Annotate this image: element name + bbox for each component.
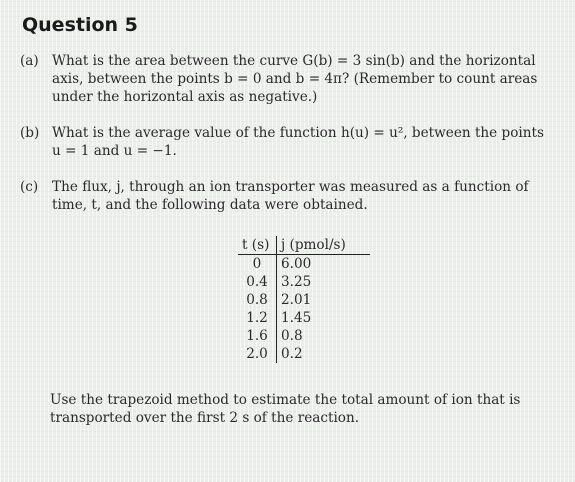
- flux-table-grid: [238, 236, 370, 363]
- table-cell-flux: 0.2: [281, 346, 303, 362]
- part-a-text-1: What is the area between the curve G(b) = 3 sin(b) and the horizontal: [52, 53, 536, 69]
- table-cell-flux: 6.00: [281, 256, 312, 272]
- part-b-line-1: [20, 124, 544, 142]
- part-b: [20, 124, 544, 160]
- table-cell-flux: 0.8: [281, 328, 303, 344]
- table-cell-flux: 2.01: [281, 292, 312, 308]
- part-c: [20, 178, 529, 214]
- flux-data-table: [238, 236, 370, 363]
- part-a: [20, 52, 537, 106]
- part-a-line-2: axis, between the points b = 0 and b = 4π? (Remember to count areas: [52, 71, 538, 87]
- table-cell-time: 1.2: [238, 309, 277, 327]
- table-cell-time: 0.4: [238, 273, 277, 291]
- part-a-tag: (a): [20, 53, 39, 69]
- part-b-line-2: u = 1 and u = −1.: [52, 143, 177, 159]
- table-cell-time: 0.8: [238, 291, 277, 309]
- table-cell-time: 1.6: [238, 327, 277, 345]
- part-a-line-3: under the horizontal axis as negative.): [52, 89, 318, 105]
- table-cell-flux: 1.45: [281, 310, 312, 326]
- question-heading: Question 5: [22, 14, 138, 36]
- table-cell-time: 0: [238, 255, 277, 273]
- table-cell-flux: 3.25: [281, 274, 312, 290]
- part-b-tag: (b): [20, 125, 40, 141]
- part-c-text-1: The flux, j, through an ion transporter was measured as a function of: [52, 179, 529, 195]
- table-cell-time: 2.0: [238, 345, 277, 363]
- part-c-instruction-line-1: Use the trapezoid method to estimate the total amount of ion that is: [50, 392, 521, 408]
- part-a-line-1: [20, 52, 537, 70]
- table-header-flux: j (pmol/s): [277, 236, 370, 255]
- part-c-line-1: [20, 178, 529, 196]
- part-c-instruction-line-2: transported over the first 2 s of the reaction.: [50, 410, 360, 426]
- part-c-instruction: [50, 391, 520, 427]
- part-b-text-1: What is the average value of the function h(u) = u², between the points: [52, 125, 544, 141]
- part-c-line-2: time, t, and the following data were obtained.: [52, 197, 368, 213]
- table-header-time: t (s): [238, 236, 277, 255]
- part-c-tag: (c): [20, 179, 39, 195]
